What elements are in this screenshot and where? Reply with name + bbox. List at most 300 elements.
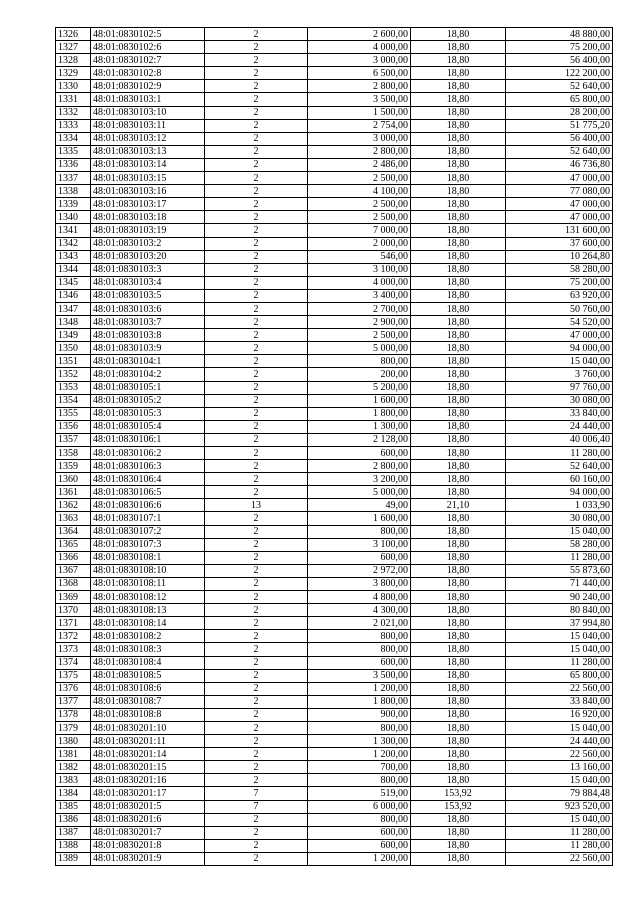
row-number-cell: 1330	[56, 80, 91, 93]
land-category-cell: 2	[205, 577, 308, 590]
cadastral-number-cell: 48:01:0830103:12	[91, 132, 205, 145]
area-cell: 2 700,00	[308, 302, 411, 315]
rate-cell: 18,80	[411, 172, 506, 185]
row-number-cell: 1337	[56, 172, 91, 185]
table-row	[56, 54, 613, 67]
table-row	[56, 381, 613, 394]
cadastral-value-cell: 63 920,00	[506, 289, 613, 302]
cadastral-value-cell: 58 280,00	[506, 263, 613, 276]
table-row	[56, 433, 613, 446]
rate-cell: 18,80	[411, 54, 506, 67]
table-row	[56, 577, 613, 590]
land-category-cell: 7	[205, 800, 308, 813]
area-cell: 2 500,00	[308, 198, 411, 211]
cadastral-value-cell: 11 280,00	[506, 447, 613, 460]
area-cell: 4 800,00	[308, 591, 411, 604]
rate-cell: 18,80	[411, 237, 506, 250]
rate-cell: 18,80	[411, 211, 506, 224]
table-row	[56, 839, 613, 852]
cadastral-value-cell: 30 080,00	[506, 512, 613, 525]
land-category-cell: 2	[205, 708, 308, 721]
cadastral-value-cell: 65 800,00	[506, 93, 613, 106]
cadastral-number-cell: 48:01:0830201:5	[91, 800, 205, 813]
rate-cell: 18,80	[411, 748, 506, 761]
rate-cell: 18,80	[411, 41, 506, 54]
row-number-cell: 1329	[56, 67, 91, 80]
rate-cell: 18,80	[411, 656, 506, 669]
row-number-cell: 1350	[56, 342, 91, 355]
table-row	[56, 473, 613, 486]
land-category-cell: 2	[205, 289, 308, 302]
land-category-cell: 2	[205, 735, 308, 748]
rate-cell: 18,80	[411, 420, 506, 433]
cadastral-value-cell: 55 873,60	[506, 564, 613, 577]
table-row	[56, 669, 613, 682]
land-category-cell: 2	[205, 80, 308, 93]
land-category-cell: 2	[205, 617, 308, 630]
area-cell: 4 300,00	[308, 604, 411, 617]
cadastral-value-cell: 80 840,00	[506, 604, 613, 617]
cadastral-value-cell: 13 160,00	[506, 761, 613, 774]
cadastral-number-cell: 48:01:0830108:3	[91, 643, 205, 656]
area-cell: 800,00	[308, 525, 411, 538]
rate-cell: 18,80	[411, 447, 506, 460]
rate-cell: 18,80	[411, 852, 506, 865]
row-number-cell: 1343	[56, 250, 91, 263]
area-cell: 3 400,00	[308, 289, 411, 302]
cadastral-number-cell: 48:01:0830108:8	[91, 708, 205, 721]
table-row	[56, 355, 613, 368]
cadastral-value-cell: 22 560,00	[506, 682, 613, 695]
area-cell: 2 486,00	[308, 158, 411, 171]
cadastral-number-cell: 48:01:0830201:11	[91, 735, 205, 748]
area-cell: 49,00	[308, 499, 411, 512]
land-category-cell: 2	[205, 433, 308, 446]
table-row	[56, 564, 613, 577]
area-cell: 1 300,00	[308, 420, 411, 433]
cadastral-value-cell: 11 280,00	[506, 839, 613, 852]
cadastral-value-cell: 122 200,00	[506, 67, 613, 80]
rate-cell: 18,80	[411, 695, 506, 708]
cadastral-number-cell: 48:01:0830106:5	[91, 486, 205, 499]
table-row	[56, 447, 613, 460]
row-number-cell: 1348	[56, 316, 91, 329]
area-cell: 600,00	[308, 826, 411, 839]
land-category-cell: 2	[205, 643, 308, 656]
land-category-cell: 2	[205, 564, 308, 577]
row-number-cell: 1363	[56, 512, 91, 525]
area-cell: 7 000,00	[308, 224, 411, 237]
row-number-cell: 1378	[56, 708, 91, 721]
cadastral-number-cell: 48:01:0830103:18	[91, 211, 205, 224]
cadastral-number-cell: 48:01:0830108:14	[91, 617, 205, 630]
rate-cell: 18,80	[411, 198, 506, 211]
rate-cell: 18,80	[411, 735, 506, 748]
rate-cell: 18,80	[411, 158, 506, 171]
cadastral-number-cell: 48:01:0830201:14	[91, 748, 205, 761]
cadastral-value-cell: 52 640,00	[506, 80, 613, 93]
land-category-cell: 2	[205, 67, 308, 80]
land-category-cell: 2	[205, 682, 308, 695]
land-category-cell: 2	[205, 41, 308, 54]
row-number-cell: 1371	[56, 617, 91, 630]
row-number-cell: 1370	[56, 604, 91, 617]
cadastral-value-cell: 11 280,00	[506, 551, 613, 564]
area-cell: 2 972,00	[308, 564, 411, 577]
land-category-cell: 2	[205, 355, 308, 368]
table-row	[56, 486, 613, 499]
cadastral-value-cell: 58 280,00	[506, 538, 613, 551]
rate-cell: 153,92	[411, 800, 506, 813]
cadastral-number-cell: 48:01:0830201:8	[91, 839, 205, 852]
table-row	[56, 591, 613, 604]
rate-cell: 18,80	[411, 617, 506, 630]
land-category-cell: 2	[205, 525, 308, 538]
row-number-cell: 1367	[56, 564, 91, 577]
row-number-cell: 1331	[56, 93, 91, 106]
cadastral-value-cell: 15 040,00	[506, 813, 613, 826]
table-row	[56, 460, 613, 473]
area-cell: 1 200,00	[308, 748, 411, 761]
rate-cell: 18,80	[411, 80, 506, 93]
table-row	[56, 316, 613, 329]
table-row	[56, 761, 613, 774]
area-cell: 1 800,00	[308, 407, 411, 420]
land-category-cell: 2	[205, 826, 308, 839]
table-row	[56, 329, 613, 342]
row-number-cell: 1382	[56, 761, 91, 774]
table-row	[56, 67, 613, 80]
table-row	[56, 289, 613, 302]
rate-cell: 18,80	[411, 460, 506, 473]
row-number-cell: 1357	[56, 433, 91, 446]
cadastral-value-cell: 923 520,00	[506, 800, 613, 813]
rate-cell: 18,80	[411, 28, 506, 41]
cadastral-number-cell: 48:01:0830103:3	[91, 263, 205, 276]
rate-cell: 18,80	[411, 381, 506, 394]
area-cell: 800,00	[308, 774, 411, 787]
cadastral-value-cell: 52 640,00	[506, 145, 613, 158]
land-category-cell: 2	[205, 512, 308, 525]
area-cell: 2 500,00	[308, 172, 411, 185]
land-category-cell: 13	[205, 499, 308, 512]
land-category-cell: 2	[205, 420, 308, 433]
area-cell: 2 800,00	[308, 145, 411, 158]
cadastral-number-cell: 48:01:0830103:16	[91, 185, 205, 198]
row-number-cell: 1332	[56, 106, 91, 119]
cadastral-number-cell: 48:01:0830108:10	[91, 564, 205, 577]
cadastral-number-cell: 48:01:0830201:16	[91, 774, 205, 787]
area-cell: 1 500,00	[308, 106, 411, 119]
cadastral-value-cell: 52 640,00	[506, 460, 613, 473]
cadastral-number-cell: 48:01:0830104:1	[91, 355, 205, 368]
row-number-cell: 1358	[56, 447, 91, 460]
row-number-cell: 1355	[56, 407, 91, 420]
row-number-cell: 1377	[56, 695, 91, 708]
cadastral-number-cell: 48:01:0830103:10	[91, 106, 205, 119]
cadastral-value-cell: 131 600,00	[506, 224, 613, 237]
land-category-cell: 2	[205, 93, 308, 106]
land-category-cell: 2	[205, 172, 308, 185]
table-row	[56, 198, 613, 211]
cadastral-value-cell: 46 736,80	[506, 158, 613, 171]
cadastral-value-cell: 30 080,00	[506, 394, 613, 407]
area-cell: 800,00	[308, 355, 411, 368]
cadastral-value-cell: 37 994,80	[506, 617, 613, 630]
row-number-cell: 1361	[56, 486, 91, 499]
cadastral-number-cell: 48:01:0830102:8	[91, 67, 205, 80]
rate-cell: 18,80	[411, 394, 506, 407]
table-row	[56, 787, 613, 800]
rate-cell: 18,80	[411, 669, 506, 682]
area-cell: 3 500,00	[308, 669, 411, 682]
row-number-cell: 1328	[56, 54, 91, 67]
row-number-cell: 1356	[56, 420, 91, 433]
cadastral-number-cell: 48:01:0830106:4	[91, 473, 205, 486]
land-category-cell: 2	[205, 119, 308, 132]
row-number-cell: 1387	[56, 826, 91, 839]
row-number-cell: 1336	[56, 158, 91, 171]
rate-cell: 18,80	[411, 433, 506, 446]
row-number-cell: 1352	[56, 368, 91, 381]
rate-cell: 21,10	[411, 499, 506, 512]
area-cell: 2 500,00	[308, 211, 411, 224]
table-row	[56, 80, 613, 93]
rate-cell: 18,80	[411, 250, 506, 263]
rate-cell: 18,80	[411, 473, 506, 486]
land-category-cell: 2	[205, 132, 308, 145]
row-number-cell: 1373	[56, 643, 91, 656]
area-cell: 800,00	[308, 813, 411, 826]
table-row	[56, 643, 613, 656]
land-category-cell: 2	[205, 407, 308, 420]
row-number-cell: 1359	[56, 460, 91, 473]
table-row	[56, 551, 613, 564]
area-cell: 4 100,00	[308, 185, 411, 198]
cadastral-number-cell: 48:01:0830108:4	[91, 656, 205, 669]
cadastral-value-cell: 94 000,00	[506, 342, 613, 355]
land-category-cell: 2	[205, 145, 308, 158]
area-cell: 6 000,00	[308, 800, 411, 813]
table-row	[56, 538, 613, 551]
cadastral-value-cell: 15 040,00	[506, 630, 613, 643]
land-category-cell: 2	[205, 630, 308, 643]
table-row	[56, 630, 613, 643]
area-cell: 519,00	[308, 787, 411, 800]
cadastral-value-cell: 15 040,00	[506, 525, 613, 538]
table-row	[56, 774, 613, 787]
land-category-cell: 2	[205, 460, 308, 473]
land-category-cell: 2	[205, 276, 308, 289]
rate-cell: 18,80	[411, 276, 506, 289]
cadastral-value-cell: 47 000,00	[506, 172, 613, 185]
rate-cell: 18,80	[411, 643, 506, 656]
cadastral-number-cell: 48:01:0830108:6	[91, 682, 205, 695]
cadastral-value-cell: 97 760,00	[506, 381, 613, 394]
area-cell: 4 000,00	[308, 41, 411, 54]
rate-cell: 18,80	[411, 538, 506, 551]
area-cell: 600,00	[308, 839, 411, 852]
land-category-cell: 2	[205, 185, 308, 198]
land-category-cell: 2	[205, 158, 308, 171]
cadastral-number-cell: 48:01:0830108:2	[91, 630, 205, 643]
area-cell: 5 000,00	[308, 342, 411, 355]
rate-cell: 18,80	[411, 577, 506, 590]
rate-cell: 18,80	[411, 486, 506, 499]
cadastral-value-cell: 15 040,00	[506, 721, 613, 734]
table-row	[56, 656, 613, 669]
land-category-cell: 2	[205, 342, 308, 355]
cadastral-number-cell: 48:01:0830103:20	[91, 250, 205, 263]
area-cell: 3 000,00	[308, 54, 411, 67]
area-cell: 2 900,00	[308, 316, 411, 329]
table-row	[56, 250, 613, 263]
rate-cell: 18,80	[411, 813, 506, 826]
land-category-cell: 2	[205, 263, 308, 276]
row-number-cell: 1342	[56, 237, 91, 250]
table-row	[56, 499, 613, 512]
rate-cell: 18,80	[411, 329, 506, 342]
row-number-cell: 1344	[56, 263, 91, 276]
land-category-cell: 2	[205, 748, 308, 761]
cadastral-value-cell: 24 440,00	[506, 420, 613, 433]
table-row	[56, 708, 613, 721]
rate-cell: 18,80	[411, 826, 506, 839]
area-cell: 3 100,00	[308, 538, 411, 551]
rate-cell: 18,80	[411, 512, 506, 525]
rate-cell: 18,80	[411, 525, 506, 538]
land-category-cell: 2	[205, 106, 308, 119]
area-cell: 3 800,00	[308, 577, 411, 590]
table-row	[56, 852, 613, 865]
row-number-cell: 1365	[56, 538, 91, 551]
cadastral-number-cell: 48:01:0830107:3	[91, 538, 205, 551]
cadastral-number-cell: 48:01:0830103:4	[91, 276, 205, 289]
land-category-cell: 2	[205, 486, 308, 499]
land-category-cell: 2	[205, 669, 308, 682]
cadastral-number-cell: 48:01:0830103:19	[91, 224, 205, 237]
rate-cell: 18,80	[411, 106, 506, 119]
table-row	[56, 420, 613, 433]
cadastral-number-cell: 48:01:0830103:17	[91, 198, 205, 211]
rate-cell: 18,80	[411, 368, 506, 381]
cadastral-number-cell: 48:01:0830103:15	[91, 172, 205, 185]
area-cell: 1 200,00	[308, 852, 411, 865]
table-row	[56, 237, 613, 250]
row-number-cell: 1335	[56, 145, 91, 158]
cadastral-value-cell: 16 920,00	[506, 708, 613, 721]
cadastral-number-cell: 48:01:0830107:1	[91, 512, 205, 525]
cadastral-number-cell: 48:01:0830102:5	[91, 28, 205, 41]
row-number-cell: 1374	[56, 656, 91, 669]
area-cell: 1 200,00	[308, 682, 411, 695]
cadastral-value-cell: 47 000,00	[506, 198, 613, 211]
cadastral-value-cell: 15 040,00	[506, 643, 613, 656]
table-row	[56, 682, 613, 695]
cadastral-value-cell: 50 760,00	[506, 302, 613, 315]
area-cell: 200,00	[308, 368, 411, 381]
cadastral-number-cell: 48:01:0830201:10	[91, 721, 205, 734]
area-cell: 2 000,00	[308, 237, 411, 250]
cadastral-number-cell: 48:01:0830201:17	[91, 787, 205, 800]
rate-cell: 18,80	[411, 721, 506, 734]
rate-cell: 18,80	[411, 342, 506, 355]
cadastral-number-cell: 48:01:0830105:2	[91, 394, 205, 407]
area-cell: 600,00	[308, 656, 411, 669]
row-number-cell: 1386	[56, 813, 91, 826]
cadastral-number-cell: 48:01:0830108:12	[91, 591, 205, 604]
area-cell: 2 600,00	[308, 28, 411, 41]
row-number-cell: 1376	[56, 682, 91, 695]
cadastral-value-cell: 75 200,00	[506, 276, 613, 289]
cadastral-number-cell: 48:01:0830103:6	[91, 302, 205, 315]
area-cell: 2 754,00	[308, 119, 411, 132]
cadastral-number-cell: 48:01:0830201:9	[91, 852, 205, 865]
cadastral-number-cell: 48:01:0830106:1	[91, 433, 205, 446]
rate-cell: 18,80	[411, 302, 506, 315]
land-category-cell: 2	[205, 368, 308, 381]
area-cell: 546,00	[308, 250, 411, 263]
row-number-cell: 1349	[56, 329, 91, 342]
row-number-cell: 1327	[56, 41, 91, 54]
rate-cell: 18,80	[411, 708, 506, 721]
land-category-cell: 2	[205, 316, 308, 329]
cadastral-value-cell: 33 840,00	[506, 695, 613, 708]
table-row	[56, 394, 613, 407]
cadastral-value-cell: 77 080,00	[506, 185, 613, 198]
table-row	[56, 407, 613, 420]
table-row	[56, 224, 613, 237]
row-number-cell: 1379	[56, 721, 91, 734]
cadastral-value-cell: 11 280,00	[506, 826, 613, 839]
table-row	[56, 119, 613, 132]
cadastral-number-cell: 48:01:0830102:9	[91, 80, 205, 93]
cadastral-value-cell: 37 600,00	[506, 237, 613, 250]
cadastral-value-cell: 94 000,00	[506, 486, 613, 499]
cadastral-number-cell: 48:01:0830102:7	[91, 54, 205, 67]
rate-cell: 18,80	[411, 316, 506, 329]
cadastral-value-cell: 51 775,20	[506, 119, 613, 132]
area-cell: 2 128,00	[308, 433, 411, 446]
area-cell: 3 200,00	[308, 473, 411, 486]
cadastral-value-cell: 3 760,00	[506, 368, 613, 381]
row-number-cell: 1334	[56, 132, 91, 145]
cadastral-number-cell: 48:01:0830106:3	[91, 460, 205, 473]
row-number-cell: 1351	[56, 355, 91, 368]
cadastral-value-cell: 75 200,00	[506, 41, 613, 54]
row-number-cell: 1384	[56, 787, 91, 800]
row-number-cell: 1362	[56, 499, 91, 512]
cadastral-number-cell: 48:01:0830103:14	[91, 158, 205, 171]
cadastral-number-cell: 48:01:0830107:2	[91, 525, 205, 538]
table-row	[56, 41, 613, 54]
cadastral-number-cell: 48:01:0830104:2	[91, 368, 205, 381]
land-category-cell: 2	[205, 211, 308, 224]
row-number-cell: 1381	[56, 748, 91, 761]
rate-cell: 18,80	[411, 132, 506, 145]
cadastral-number-cell: 48:01:0830102:6	[91, 41, 205, 54]
area-cell: 900,00	[308, 708, 411, 721]
table-body	[56, 28, 613, 866]
land-category-cell: 2	[205, 551, 308, 564]
cadastral-number-cell: 48:01:0830108:5	[91, 669, 205, 682]
land-category-cell: 2	[205, 695, 308, 708]
cadastral-number-cell: 48:01:0830103:8	[91, 329, 205, 342]
table-row	[56, 735, 613, 748]
rate-cell: 18,80	[411, 761, 506, 774]
land-category-cell: 2	[205, 381, 308, 394]
cadastral-number-cell: 48:01:0830201:6	[91, 813, 205, 826]
